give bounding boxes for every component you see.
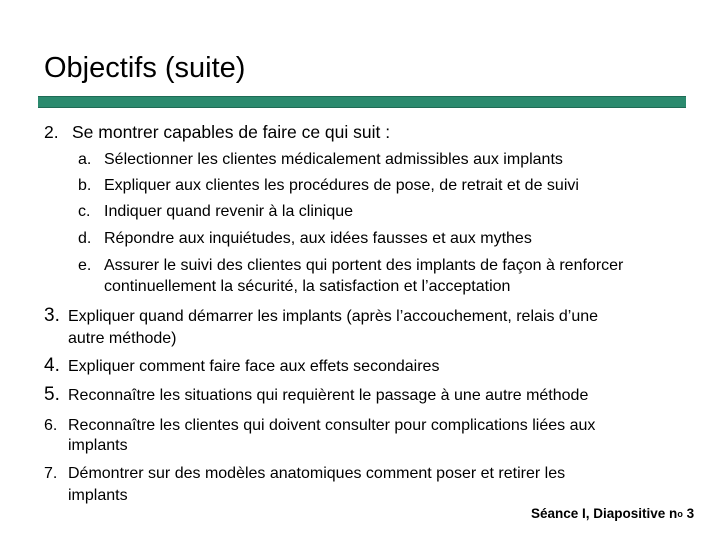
objective-text-continued: autre méthode) <box>68 330 177 347</box>
slide-title: Objectifs (suite) <box>44 52 246 84</box>
objective-text-continued: implants <box>68 437 128 454</box>
sub-item-letter: b. <box>78 177 92 194</box>
objective-text: Démontrer sur des modèles anatomiques comment poser et retirer les <box>68 465 566 482</box>
footer-slide-number: 3 <box>686 506 695 521</box>
sub-item-text: Répondre aux inquiétudes, aux idées fausses et aux mythes <box>104 230 532 247</box>
objective-text-continued: implants <box>68 487 128 504</box>
sub-item-letter: d. <box>78 230 92 247</box>
sub-item-letter: e. <box>78 257 92 274</box>
objective-text: Reconnaître les clientes qui doivent consulter pour complications liées aux <box>68 417 596 434</box>
sub-item-text: Indiquer quand revenir à la clinique <box>104 203 354 220</box>
objective-number: 3. <box>44 305 60 326</box>
sub-item-text: Sélectionner les clientes médicalement admissibles aux implants <box>104 151 563 168</box>
sub-item-text-continued: continuellement la sécurité, la satisfaction et l’acceptation <box>104 278 511 295</box>
objective-number: 5. <box>44 384 60 405</box>
objective-text: Se montrer capables de faire ce qui suit : <box>72 122 391 142</box>
sub-item-letter: a. <box>78 151 92 168</box>
footer-label: Séance I, Diapositive n <box>531 506 678 521</box>
slide-footer <box>531 506 694 521</box>
objective-text: Expliquer comment faire face aux effets secondaires <box>68 358 440 375</box>
sub-item-text: Expliquer aux clientes les procédures de pose, de retrait et de suivi <box>104 177 579 194</box>
objective-text: Reconnaître les situations qui requièrent le passage à une autre méthode <box>68 387 589 404</box>
footer-degree-sign: o <box>677 509 683 519</box>
objective-number: 2. <box>44 122 59 142</box>
sub-item-text: Assurer le suivi des clientes qui portent des implants de façon à renforcer <box>104 257 624 274</box>
sub-item-letter: c. <box>78 203 91 220</box>
title-divider <box>38 96 686 108</box>
objective-number: 7. <box>44 465 58 482</box>
objective-number: 6. <box>44 417 58 434</box>
objective-number: 4. <box>44 355 60 376</box>
objective-text: Expliquer quand démarrer les implants (après l’accouchement, relais d’une <box>68 308 599 325</box>
